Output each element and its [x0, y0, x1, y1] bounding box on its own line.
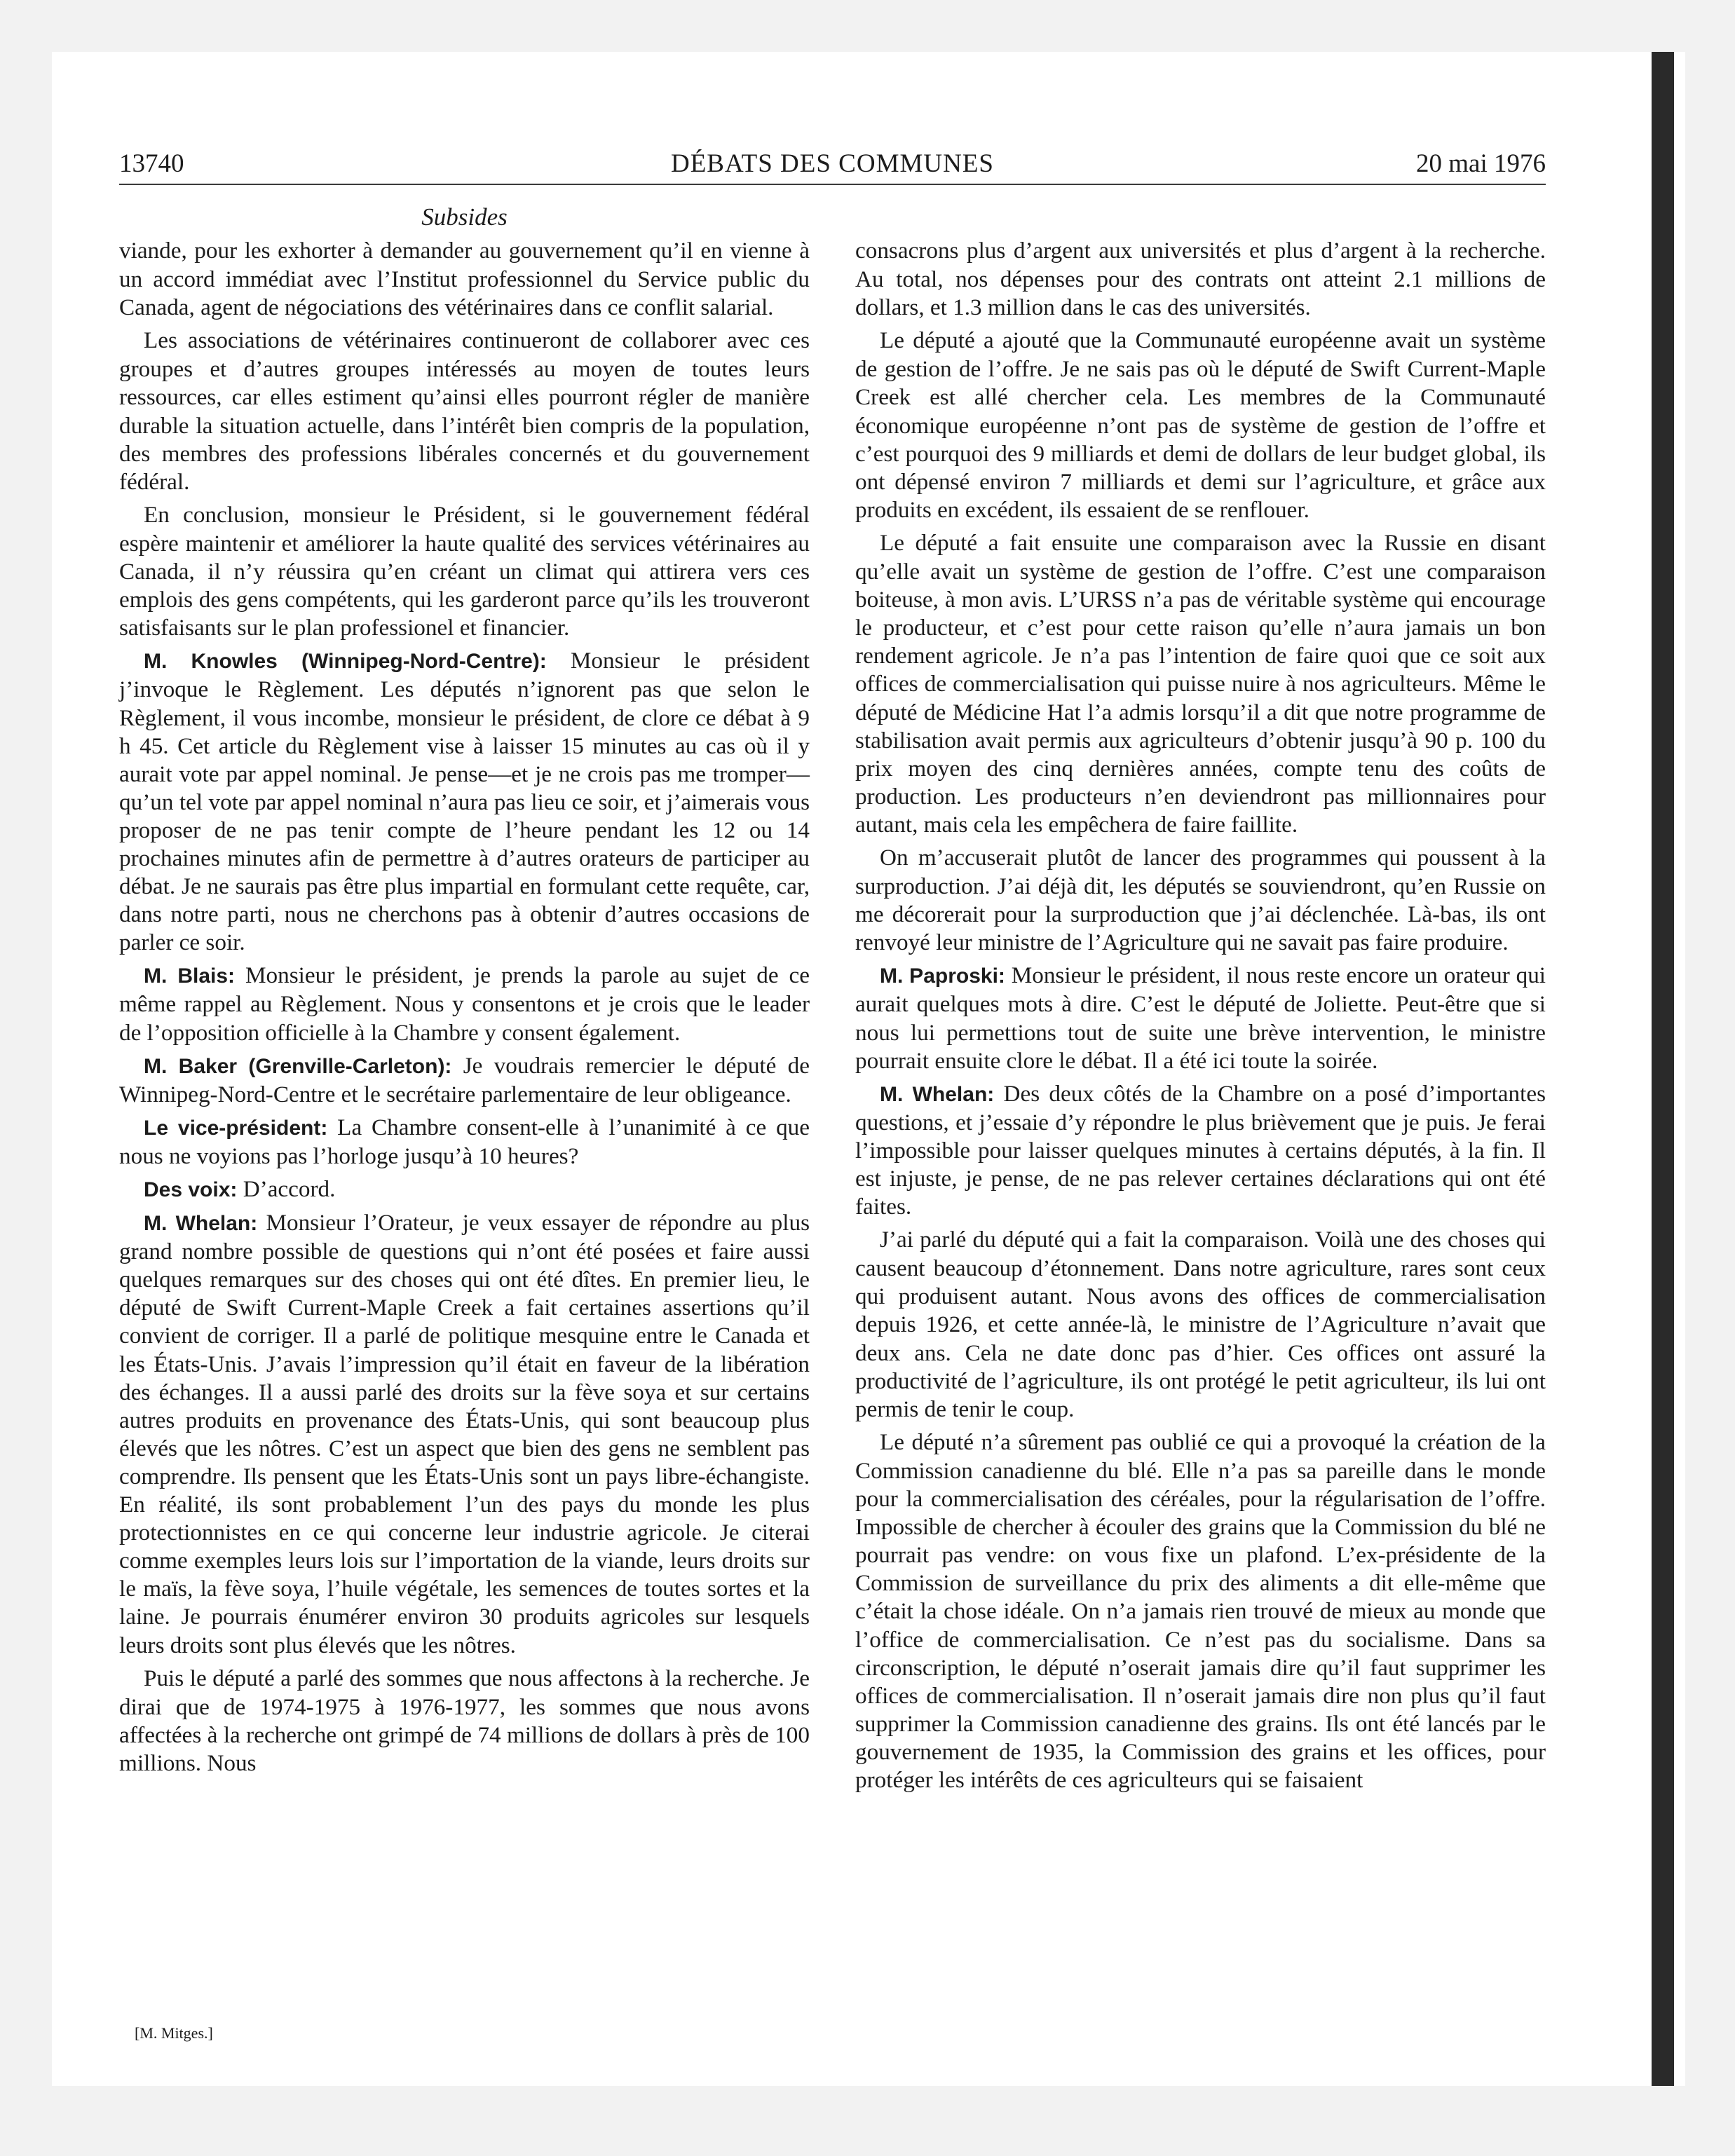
paragraph-text: Le député a fait ensuite une comparaison avec la Russie en disant qu’elle avait un système de gestion de l’offre. C’est une comparaison boiteuse, à mon avis. L’URSS n’a pas de véritable système qui encourage le producteur, et c’est pour cette raison qu’elle n’aura jamais un bon rendement agricole. Je n’a pas l’intention de faire quoi que ce soit aux offices de commercialisation qui puisse nuire à nos agriculteurs. Même le député de Médicine Hat l’a admis lorsqu’il a dit que notre programme de stabilisation avait permis aux agriculteurs d’obtenir jusqu’à 90 p. 100 du prix moyen des cinq dernières années, compte tenu des coûts de production. Les producteurs n’en deviendront pas millionnaires pour autant, mais cela les empêchera de faire faillite.	[855, 529, 1546, 838]
paragraph-text: Puis le député a parlé des sommes que nous affectons à la recherche. Je dirai que de 1974-1975 à 1976-1977, les sommes que nous avons affectées à la recherche ont grimpé de 74 millions de dollars à près de 100 millions. Nous	[119, 1665, 810, 1776]
section-subheader: Subsides	[421, 203, 508, 231]
paragraph	[855, 844, 1546, 957]
paragraph	[119, 237, 810, 322]
paragraph	[855, 962, 1546, 1074]
paragraph	[119, 1175, 810, 1204]
paragraph	[119, 1114, 810, 1171]
paragraph	[855, 529, 1546, 839]
publication-date: 20 mai 1976	[1416, 149, 1546, 178]
speaker-name: M. Whelan:	[880, 1082, 995, 1106]
page-number: 13740	[119, 149, 184, 178]
paragraph	[855, 327, 1546, 524]
paragraph-text: consacrons plus d’argent aux universités et plus d’argent à la recherche. Au total, nos dépenses pour des contrats ont atteint 2.1 millions de dollars, et 1.3 million dans le cas des universités.	[855, 238, 1546, 321]
paragraph	[119, 1665, 810, 1778]
scan-edge-bar	[1652, 52, 1674, 2086]
publication-title: DÉBATS DES COMMUNES	[670, 149, 994, 178]
right-column	[855, 237, 1546, 1799]
paragraph-text: Je voudrais remercier le député de Winnipeg-Nord-Centre et le secrétaire parlementaire de leur obligeance.	[119, 1052, 810, 1107]
paragraph-text: J’ai parlé du député qui a fait la comparaison. Voilà une des choses qui causent beaucoup d’étonnement. Dans notre agriculture, rares sont ceux qui produisent autant. Nous avons des offices de commercialisation depuis 1926, et cette année-là, le ministre de l’Agriculture n’avait que deux ans. Cela ne date donc pas d’hier. Ces offices ont assuré la productivité de l’agriculture, ils ont protégé le petit agriculteur, ils lui ont permis de tenir le coup.	[855, 1227, 1546, 1422]
paragraph	[119, 647, 810, 957]
paragraph-text: Monsieur le président, il nous reste encore un orateur qui aurait quelques mots à dire. C’est le député de Joliette. Peut-être que si nous lui permettions tout de suite une brève intervention, le ministre pourrait ensuite clore le débat. Il a été ici toute la soirée.	[855, 962, 1546, 1074]
paragraph-text: Le député n’a sûrement pas oublié ce qui a provoqué la création de la Commission canadienne du blé. Elle n’a pas sa pareille dans le monde pour la commercialisation des céréales, pour la régularisation de l’offre. Impossible de chercher à écouler des grains que la Commission du blé ne pourrait pas vendre: on vous fixe un plafond. L’ex-présidente de la Commission de surveillance du prix des aliments a dit elle-même que c’était la chose idéale. On n’a jamais rien trouvé de mieux au monde que l’office de commercialisation. Ce n’est pas du socialisme. Dans sa circonscription, le député n’oserait jamais dire qu’il faut supprimer les offices de commercialisation. Il n’oserait jamais dire non plus qu’il faut supprimer la Commission canadienne des grains. Ils ont été lancés par le gouvernement de 1935, la Commission des grains et les offices, pour protéger les intérêts de ces agriculteurs qui se faisaient	[855, 1428, 1546, 1793]
paragraph-text: Monsieur le président, je prends la parole au sujet de ce même rappel au Règlement. Nous y consentons et je crois que le leader de l’opposition officielle à la Chambre y consent également.	[119, 962, 810, 1046]
paragraph-text: Le député a ajouté que la Communauté européenne avait un système de gestion de l’offre. Je ne sais pas où le député de Swift Current-Maple Creek est allé chercher cela. Les membres de la Communauté économique européenne n’ont pas de système de gestion de l’offre et c’est pourquoi des 9 milliards et demi de dollars de leur budget global, ils ont dépensé environ 7 milliards et demi sur l’agriculture, et grâce aux produits en excédent, ils essaient de se renflouer.	[855, 327, 1546, 523]
paragraph-text: Monsieur le président j’invoque le Règlement. Les députés n’ignorent pas que selon le Règlement, il vous incombe, monsieur le président, de clore ce débat à 9 h 45. Cet article du Règlement vise à laisser 15 minutes au cas où il y aurait vote par appel nominal. Je pense—et je ne crois pas me tromper—qu’un tel vote par appel nominal n’aura pas lieu ce soir, et j’aimerais vous proposer de ne pas tenir compte de l’heure pendant les 12 ou 14 prochaines minutes afin de permettre à d’autres orateurs de participer au débat. Je ne saurais pas être plus impartial en formulant cette requête, car, dans notre parti, nous ne cherchons pas à obtenir d’autres occasions de parler ce soir.	[119, 648, 810, 956]
paragraph-text: Les associations de vétérinaires continueront de collaborer avec ces groupes et d’autres groupes intéressés au moyen de toutes leurs ressources, car elles estiment qu’ainsi elles pourront régler de manière durable la situation actuelle, dans l’intérêt bien compris de la population, des membres des professions libérales concernés et du gouvernement fédéral.	[119, 327, 810, 495]
paragraph-text: La Chambre consent-elle à l’unanimité à ce que nous ne voyions pas l’horloge jusqu’à 10 heures?	[119, 1114, 810, 1169]
paragraph	[119, 962, 810, 1046]
paragraph-text: D’accord.	[243, 1176, 336, 1202]
speaker-name: M. Paproski:	[880, 964, 1005, 988]
paragraph-text: On m’accuserait plutôt de lancer des programmes qui poussent à la surproduction. J’ai déjà dit, les députés se souviendront, qu’en Russie on me décorerait pour la surproduction que j’ai déclenchée. Là-bas, ils ont renvoyé leur ministre de l’Agriculture qui ne savait pas faire produire.	[855, 844, 1546, 956]
paragraph	[855, 237, 1546, 322]
paragraph	[119, 1052, 810, 1109]
paragraph	[119, 1209, 810, 1660]
speaker-name: M. Whelan:	[144, 1212, 258, 1236]
header-rule	[119, 184, 1546, 185]
paragraph-text: Monsieur l’Orateur, je veux essayer de répondre au plus grand nombre possible de questions qui n’ont été posées et faire aussi quelques remarques sur des choses qui ont été dîtes. En premier lieu, le député de Swift Current-Maple Creek a fait certaines assertions qu’il convient de corriger. Il a parlé de politique mesquine entre le Canada et les États-Unis. J’avais l’impression qu’il était en faveur de la libération des échanges. Il a aussi parlé des droits sur la fève soya et sur certains autres produits en provenance des États-Unis, qui sont beaucoup plus élevés que les nôtres. C’est un aspect que bien des gens ne semblent pas comprendre. Ils pensent que les États-Unis sont un pays libre-échangiste. En réalité, ils sont probablement l’un des pays du monde les plus protectionnistes en ce qui concerne leur industrie agricole. Je citerai comme exemples leurs lois sur l’importation de la viande, leurs droits sur le maïs, la fève soya, l’huile végétale, les semences de toutes sortes et la laine. Je pourrais énumérer environ 30 produits agricoles sur lesquels leurs droits sont plus élevés que les nôtres.	[119, 1210, 810, 1658]
paragraph-text: Des deux côtés de la Chambre on a posé d’importantes questions, et j’essaie d’y répondre le plus brièvement que je puis. Je ferai l’impossible pour laisser quelques minutes à certains députés, à la fin. Il est injuste, je pense, de ne pas relever certaines déclarations qui ont été faites.	[855, 1080, 1546, 1220]
speaker-footnote: [M. Mitges.]	[135, 2024, 213, 2042]
paragraph-text: En conclusion, monsieur le Président, si le gouvernement fédéral espère maintenir et améliorer la haute qualité des services vétérinaires au Canada, il n’y réussira qu’en créant un climat qui attirera vers ces emplois des gens compétents, qui les garderont parce qu’ils les trouveront satisfaisants sur le plan professionel et financier.	[119, 501, 810, 641]
paragraph	[855, 1080, 1546, 1221]
paragraph	[119, 501, 810, 642]
left-column	[119, 237, 810, 1782]
page-header	[119, 149, 1546, 184]
speaker-name: Le vice-président:	[144, 1116, 328, 1140]
paragraph-text: viande, pour les exhorter à demander au gouvernement qu’il en vienne à un accord immédiat avec l’Institut professionnel du Service public du Canada, agent de négociations des vétérinaires dans ce conflit salarial.	[119, 238, 810, 321]
speaker-name: M. Baker (Grenville-Carleton):	[144, 1054, 452, 1078]
speaker-name: Des voix:	[144, 1178, 238, 1201]
speaker-name: M. Blais:	[144, 964, 236, 988]
paragraph	[119, 327, 810, 496]
speaker-name: M. Knowles (Winnipeg-Nord-Centre):	[144, 650, 547, 674]
paragraph	[855, 1226, 1546, 1424]
paragraph	[855, 1428, 1546, 1794]
